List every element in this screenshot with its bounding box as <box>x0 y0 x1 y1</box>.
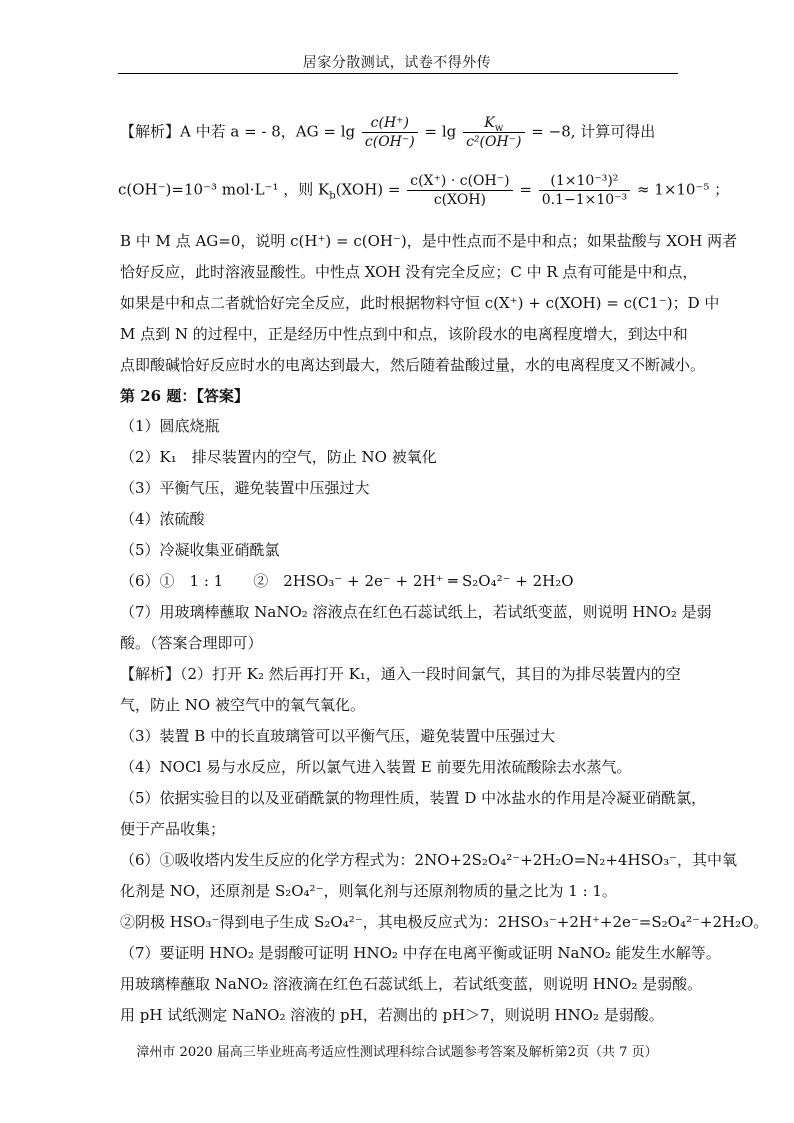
answer-item: （4）浓硫酸 <box>120 510 205 528</box>
analysis26-line: 化剂是 NO，还原剂是 S₂O₄²⁻，则氧化剂与还原剂物质的量之比为 1 : 1。 <box>120 882 617 900</box>
analysis26-line: （3）装置 B 中的长直玻璃管可以平衡气压，避免装置中压强过大 <box>120 727 556 745</box>
analysis26-line: （4）NOCl 易与水反应，所以氯气进入装置 E 前要先用浓硫酸除去水蒸气。 <box>120 758 632 776</box>
analysis-b-line: M 点到 N 的过程中，正是经历中性点到中和点，该阶段水的电离程度增大，到达中和 <box>120 325 688 343</box>
answer-item: （1）圆底烧瓶 <box>120 417 220 435</box>
analysis-a-mid: = lg <box>424 122 457 141</box>
frac2-k-sub: w <box>494 122 504 134</box>
frac1-denominator: c(OH⁻) <box>364 134 415 150</box>
fraction-kb-numeric <box>539 172 630 209</box>
answer-item: （3）平衡气压，避免装置中压强过大 <box>120 479 370 497</box>
answer-item: （5）冷凝收集亚硝酰氯 <box>120 541 280 559</box>
kb-rest: (XOH) = <box>335 180 401 199</box>
answer-item: （2）K₁ 排尽装置内的空气，防止 NO 被氧化 <box>120 448 437 466</box>
page-header: 居家分散测试，试卷不得外传 <box>302 55 492 71</box>
analysis26-line: ②阴极 HSO₃⁻得到电子生成 S₂O₄²⁻，其电极反应式为：2HSO₃⁻+2H⁺+2e⁻=S₂O₄²⁻+2H₂O。 <box>120 913 769 931</box>
analysis26-line: 用玻璃棒蘸取 NaNO₂ 溶液滴在红色石蕊试纸上，若试纸变蓝，则说明 HNO₂ 是弱酸。 <box>120 975 703 993</box>
analysis26-line: （7）要证明 HNO₂ 是弱酸可证明 HNO₂ 中存在电离平衡或证明 NaNO₂ 能发生水解等。 <box>120 944 721 962</box>
kb-equals: = <box>519 180 532 199</box>
analysis26-line: 气，防止 NO 被空气中的氧气氧化。 <box>120 696 365 714</box>
kb-sub: b <box>329 190 336 202</box>
fraction-h-over-oh <box>362 114 418 151</box>
frac3-numerator: c(X⁺) · c(OH⁻) <box>407 172 512 191</box>
analysis-a-line2 <box>118 172 729 209</box>
frac2-k: K <box>484 115 495 131</box>
analysis26-line: 【解析】（2）打开 K₂ 然后再打开 K₁，通入一段时间氯气，其目的为排尽装置内的空 <box>120 665 681 683</box>
analysis26-line: （6）①吸收塔内发生反应的化学方程式为：2NO+2S₂O₄²⁻+2H₂O=N₂+4HSO₃⁻，其中氧 <box>120 851 738 869</box>
q26-title: 第 26 题：【答案】 <box>120 387 249 405</box>
header-rule <box>118 73 678 74</box>
analysis-a-prefix: 【解析】A 中若 a = - 8，AG = lg <box>120 122 356 141</box>
analysis26-line: （5）依据实验目的以及亚硝酰氯的物理性质，装置 D 中冰盐水的作用是冷凝亚硝酰氯， <box>120 789 707 807</box>
frac1-numerator: c(H⁺) <box>362 114 418 133</box>
analysis-a-line1 <box>120 114 655 151</box>
analysis-b-line: B 中 M 点 AG=0，说明 c(H⁺) = c(OH⁻)，是中性点而不是中和点；如果盐酸与 XOH 两者 <box>120 232 738 250</box>
analysis-a-suffix: = −8, 计算可得出 <box>531 122 656 141</box>
answer-item: 酸。（答案合理即可） <box>120 634 263 652</box>
analysis-b-line: 如果是中和点二者就恰好完全反应，此时根据物料守恒 c(X⁺) + c(XOH) = c(C1⁻)；D 中 <box>120 294 720 312</box>
frac2-denominator: c²(OH⁻) <box>466 134 522 150</box>
answer-item: （7）用玻璃棒蘸取 NaNO₂ 溶液点在红色石蕊试纸上，若试纸变蓝，则说明 HNO₂ 是弱 <box>120 603 712 621</box>
answer-item: （6）① 1 : 1 ② 2HSO₃⁻ + 2e⁻ + 2H⁺ ═ S₂O₄²⁻ + 2H₂O <box>120 572 574 590</box>
analysis-a-line2-prefix: c(OH⁻)=10⁻³ mol·L⁻¹ ，则 K <box>118 180 330 199</box>
analysis-b-line: 恰好反应，此时溶液显酸性。中性点 XOH 没有完全反应；C 中 R 点有可能是中和点， <box>120 263 698 281</box>
analysis26-line: 用 pH 试纸测定 NaNO₂ 溶液的 pH，若测出的 pH＞7，则说明 HNO₂ 是弱酸。 <box>120 1006 664 1024</box>
fraction-kb-expression <box>407 172 512 209</box>
page-footer: 漳州市 2020 届高三毕业班高考适应性测试理科综合试题参考答案及解析第2页（共 7 页） <box>136 1045 658 1060</box>
analysis-b-line: 点即酸碱恰好反应时水的电离达到最大，然后随着盐酸过量，水的电离程度又不断减小。 <box>120 356 706 374</box>
frac2-numerator <box>463 114 524 133</box>
frac4-denominator: 0.1−1×10⁻³ <box>541 192 628 208</box>
fraction-kw-over-oh2 <box>463 114 524 151</box>
frac3-denominator: c(XOH) <box>433 192 486 208</box>
frac4-numerator: (1×10⁻³)² <box>539 172 630 191</box>
kb-result: ≈ 1×10⁻⁵ ； <box>636 180 730 199</box>
analysis26-line: 便于产品收集； <box>120 820 226 838</box>
